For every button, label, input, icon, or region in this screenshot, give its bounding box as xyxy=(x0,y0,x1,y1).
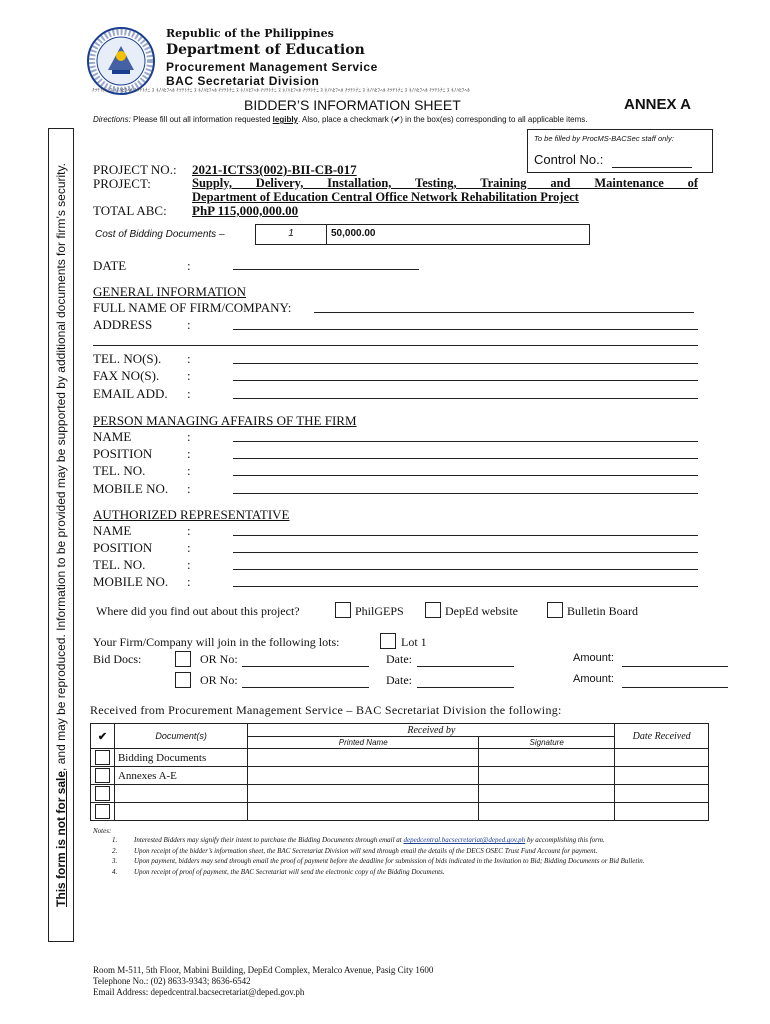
directions-legibly: legibly xyxy=(272,115,298,124)
row-date-cell[interactable] xyxy=(615,803,709,821)
row-doc-cell xyxy=(114,785,247,803)
table-row xyxy=(91,785,709,803)
cost-amount: 50,000.00 xyxy=(331,228,376,239)
project-line1: Supply, Delivery, Installation, Testing, Training and Maintenance of xyxy=(192,176,698,190)
service-line: Procurement Management Service xyxy=(166,60,378,74)
row-doc-text: Bidding Documents xyxy=(117,751,207,764)
cost-divider xyxy=(326,225,327,244)
note-3-text: Upon payment, bidders may send through email the proof of payment before the deadline for submission of bids indicated in the Invitation to Bid; Bidding Documents or Bid Bulletin. xyxy=(134,857,645,865)
bulletin-board-checkbox[interactable] xyxy=(547,602,563,618)
republic-line: Republic of the Philippines xyxy=(166,27,334,40)
row-signature-cell[interactable] xyxy=(479,803,615,821)
person-tel-label: TEL. NO. xyxy=(93,463,146,478)
sidebar-rest-text: , and may be reproduced. Information to be provided may be supported by additional documents for firm’s security. xyxy=(54,163,68,771)
not-for-sale-text: This form is not for sale xyxy=(54,770,68,907)
decorative-border-text: ﾁﾂﾃﾄﾅﾆ ﾇ ﾈﾉﾊﾋﾌﾍﾎ ﾁﾂﾃﾄﾅﾆ ﾇ ﾈﾉﾊﾋﾌﾍﾎ ﾁﾂﾃﾄﾅﾆ ﾇ ﾈﾉﾊﾋﾌﾍﾎ ﾁﾂﾃﾄﾅﾆ ﾇ ﾈﾉﾊﾋﾌﾍﾎ ﾁﾂﾃﾄﾅﾆ ﾇ ﾈﾉﾊﾋﾌﾍﾎ ﾁﾂﾃﾄﾅﾆ ﾇ ﾈﾉﾊﾋﾌﾍﾎ ﾁﾂﾃﾄﾅﾆ ﾇ ﾈﾉﾊﾋﾌﾍﾎ ﾁﾂﾃﾄﾅﾆ ﾇ ﾈﾉﾊﾋﾌﾍﾎ ﾁﾂﾃﾄﾅﾆ ﾇ ﾈﾉﾊﾋﾌﾍﾎ xyxy=(92,89,470,94)
directions xyxy=(93,115,588,124)
amount-label-2: Amount: xyxy=(573,673,614,685)
person-name-label: NAME xyxy=(93,429,132,444)
received-by-header xyxy=(248,724,615,737)
printed-name-text: Printed Name xyxy=(338,738,388,747)
checkmark-icon-header: ✔ xyxy=(97,730,108,743)
person-mobile-field[interactable] xyxy=(233,493,698,494)
abc-value: PhP 115,000,000.00 xyxy=(192,203,299,218)
row-checkbox[interactable] xyxy=(95,750,110,765)
rep-tel-colon: : xyxy=(187,557,191,572)
fax-label: FAX NO(S). xyxy=(93,368,160,383)
person-mobile-colon: : xyxy=(187,481,191,496)
person-position-field[interactable] xyxy=(233,458,698,459)
received-table xyxy=(90,723,709,821)
directions-text1: Please fill out all information requested xyxy=(133,115,273,124)
source-question: Where did you find out about this project? xyxy=(96,604,300,618)
date-colon: : xyxy=(187,258,191,273)
table-row xyxy=(91,749,709,767)
row-printed-cell[interactable] xyxy=(248,803,479,821)
row-date-cell[interactable] xyxy=(615,767,709,785)
control-no-field[interactable] xyxy=(612,167,692,168)
or-no-field-1[interactable] xyxy=(242,666,369,667)
general-heading: GENERAL INFORMATION xyxy=(93,284,246,299)
date-label-2: Date: xyxy=(386,673,412,687)
row-checkbox[interactable] xyxy=(95,768,110,783)
row-date-cell[interactable] xyxy=(615,785,709,803)
rep-mobile-colon: : xyxy=(187,574,191,589)
date-field-2[interactable] xyxy=(417,687,514,688)
date-label-1: Date: xyxy=(386,652,412,666)
fax-colon: : xyxy=(187,368,191,383)
date-field[interactable] xyxy=(233,269,419,270)
person-heading: PERSON MANAGING AFFAIRS OF THE FIRM xyxy=(93,413,357,428)
date-label: DATE xyxy=(93,258,127,273)
signature-header xyxy=(479,737,615,749)
project-no-value: 2021-ICTS3(002)-BII-CB-017 xyxy=(192,162,357,177)
row-printed-cell[interactable] xyxy=(248,767,479,785)
footer-email: Email Address: depedcentral.bacsecretariat@deped.gov.ph xyxy=(93,987,305,997)
address-colon: : xyxy=(187,317,191,332)
fax-field[interactable] xyxy=(233,380,698,381)
received-intro: Received from Procurement Management Service – BAC Secretariat Division the following: xyxy=(90,703,562,717)
rep-position-label: POSITION xyxy=(93,540,153,555)
philgeps-checkbox[interactable] xyxy=(335,602,351,618)
directions-prefix: Directions: xyxy=(93,115,134,124)
rep-mobile-label: MOBILE NO. xyxy=(93,574,169,589)
rep-name-field[interactable] xyxy=(233,535,698,536)
lot1-label: Lot 1 xyxy=(401,635,427,649)
footer-phone: Telephone No.: (02) 8633-9343; 8636-6542 xyxy=(93,976,251,986)
note-1-text-a: Interested Bidders may signify their intent to purchase the Bidding Documents through email at xyxy=(134,836,404,844)
project-no-label: PROJECT NO.: xyxy=(93,162,177,177)
abc-label: TOTAL ABC: xyxy=(93,203,167,218)
row-check-cell xyxy=(91,749,115,767)
address-label: ADDRESS xyxy=(93,317,153,332)
email-field[interactable] xyxy=(233,398,698,399)
lot1-checkbox[interactable] xyxy=(380,633,396,649)
control-no-label: Control No.: xyxy=(534,152,604,167)
bid-docs-checkbox-1[interactable] xyxy=(175,651,191,667)
note-4-text: Upon receipt of proof of payment, the BAC Secretariat will send the electronic copy of the Bidding Documents. xyxy=(134,867,445,876)
department-line: Department of Education xyxy=(166,42,365,58)
sidebar-text xyxy=(49,129,73,941)
staff-box xyxy=(527,129,713,173)
date-received-header xyxy=(615,724,709,749)
amount-field-1[interactable] xyxy=(622,666,728,667)
tel-field[interactable] xyxy=(233,363,698,364)
documents-col-header xyxy=(114,724,247,749)
checkmark-icon: ✔ xyxy=(393,115,401,124)
project-label: PROJECT: xyxy=(93,176,151,191)
directions-text2: . Also, place a checkmark ( xyxy=(298,115,394,124)
directions-text3: ) in the box(es) corresponding to all applicable items. xyxy=(400,115,588,124)
bulletin-board-label: Bulletin Board xyxy=(567,604,638,618)
address-field-2[interactable] xyxy=(93,345,698,346)
date-field-1[interactable] xyxy=(417,666,514,667)
bid-docs-checkbox-2[interactable] xyxy=(175,672,191,688)
row-check-cell xyxy=(91,767,115,785)
note-2-text: Upon receipt of the bidder’s information sheet, the BAC Secretariat Division will send through email the details of the DECS OSEC Trust Fund Account for payment. xyxy=(134,846,598,855)
lots-question: Your Firm/Company will join in the following lots: xyxy=(93,635,340,649)
amount-label-1: Amount: xyxy=(573,652,614,664)
cost-box xyxy=(255,224,590,245)
cost-label: Cost of Bidding Documents – xyxy=(95,229,225,240)
email-colon: : xyxy=(187,386,191,401)
staff-note: To be filled by ProcMS-BACSec staff only: xyxy=(534,134,674,143)
row-signature-cell[interactable] xyxy=(479,749,615,767)
note-2: 2. Upon receipt of the bidder’s information sheet, the BAC Secretariat Division will send through email the details of the DECS OSEC Trust Fund Account for payment. xyxy=(112,846,598,855)
or-no-field-2[interactable] xyxy=(242,687,369,688)
rep-name-colon: : xyxy=(187,523,191,538)
printed-name-header xyxy=(248,737,479,749)
email-label: EMAIL ADD. xyxy=(93,386,168,401)
person-tel-colon: : xyxy=(187,463,191,478)
firm-field[interactable] xyxy=(314,312,694,313)
row-date-cell[interactable] xyxy=(615,749,709,767)
person-name-colon: : xyxy=(187,429,191,444)
table-row xyxy=(91,767,709,785)
cost-qty: 1 xyxy=(288,228,294,239)
rep-heading: AUTHORIZED REPRESENTATIVE xyxy=(93,507,290,522)
note-3: 3. Upon payment, bidders may send through email the proof of payment before the deadline for submission of bids indicated in the Invitation to Bid; Bidding Documents or Bid Bulletin. xyxy=(112,857,645,865)
person-mobile-label: MOBILE NO. xyxy=(93,481,169,496)
note-1: 1. Interested Bidders may signify their intent to purchase the Bidding Documents through email at depedcentral.bacsecretariat@deped.gov.ph by accomplishing this form. xyxy=(112,836,605,844)
notes-list xyxy=(112,836,700,876)
note-1-email-link[interactable]: depedcentral.bacsecretariat@deped.gov.ph xyxy=(403,836,526,844)
row-signature-cell[interactable] xyxy=(479,767,615,785)
philgeps-label: PhilGEPS xyxy=(355,604,404,618)
person-position-label: POSITION xyxy=(93,446,153,461)
received-by-text: Received by xyxy=(407,725,456,736)
tel-colon: : xyxy=(187,351,191,366)
or-no-label-1: OR No: xyxy=(200,652,238,666)
rep-tel-label: TEL. NO. xyxy=(93,557,146,572)
row-check-cell xyxy=(91,803,115,821)
rep-name-label: NAME xyxy=(93,523,132,538)
row-doc-cell xyxy=(114,767,247,785)
address-field-1[interactable] xyxy=(233,329,698,330)
row-check-cell xyxy=(91,785,115,803)
annex-label: ANNEX A xyxy=(624,96,691,113)
person-position-colon: : xyxy=(187,446,191,461)
firm-label: FULL NAME OF FIRM/COMPANY: xyxy=(93,300,292,315)
row-doc-cell xyxy=(114,803,247,821)
deped-website-checkbox[interactable] xyxy=(425,602,441,618)
note-1-text-b: by accomplishing this form. xyxy=(525,836,605,844)
table-row xyxy=(91,803,709,821)
row-doc-cell xyxy=(114,749,247,767)
footer-address: Room M-511, 5th Floor, Mabini Building, DepEd Complex, Meralco Avenue, Pasig City 1600 xyxy=(93,965,434,975)
project-line2: Department of Education Central Office Network Rehabilitation Project xyxy=(192,190,579,204)
deped-seal-logo xyxy=(86,26,156,96)
person-name-field[interactable] xyxy=(233,441,698,442)
row-doc-text: Annexes A-E xyxy=(117,769,177,782)
row-signature-cell[interactable] xyxy=(479,785,615,803)
row-printed-cell[interactable] xyxy=(248,785,479,803)
rep-mobile-field[interactable] xyxy=(233,586,698,587)
tel-label: TEL. NO(S). xyxy=(93,351,162,366)
row-checkbox[interactable] xyxy=(95,786,110,801)
sidebar-disclaimer xyxy=(48,128,74,942)
row-printed-cell[interactable] xyxy=(248,749,479,767)
rep-position-colon: : xyxy=(187,540,191,555)
signature-text: Signature xyxy=(529,738,564,747)
or-no-label-2: OR No: xyxy=(200,673,238,687)
rep-tel-field[interactable] xyxy=(233,569,698,570)
page-title: BIDDER’S INFORMATION SHEET xyxy=(244,97,461,113)
bid-docs-label: Bid Docs: xyxy=(93,652,142,666)
rep-position-field[interactable] xyxy=(233,552,698,553)
documents-col-text: Document(s) xyxy=(155,731,207,741)
check-col-header xyxy=(91,724,115,749)
division-line: BAC Secretariat Division xyxy=(166,74,320,88)
note-4: 4. Upon receipt of proof of payment, the BAC Secretariat will send the electronic copy of the Bidding Documents. xyxy=(112,867,445,876)
person-tel-field[interactable] xyxy=(233,475,698,476)
date-received-text: Date Received xyxy=(632,731,691,742)
amount-field-2[interactable] xyxy=(622,687,728,688)
notes-label: Notes: xyxy=(93,827,112,835)
row-checkbox[interactable] xyxy=(95,804,110,819)
deped-website-label: DepEd website xyxy=(445,604,518,618)
